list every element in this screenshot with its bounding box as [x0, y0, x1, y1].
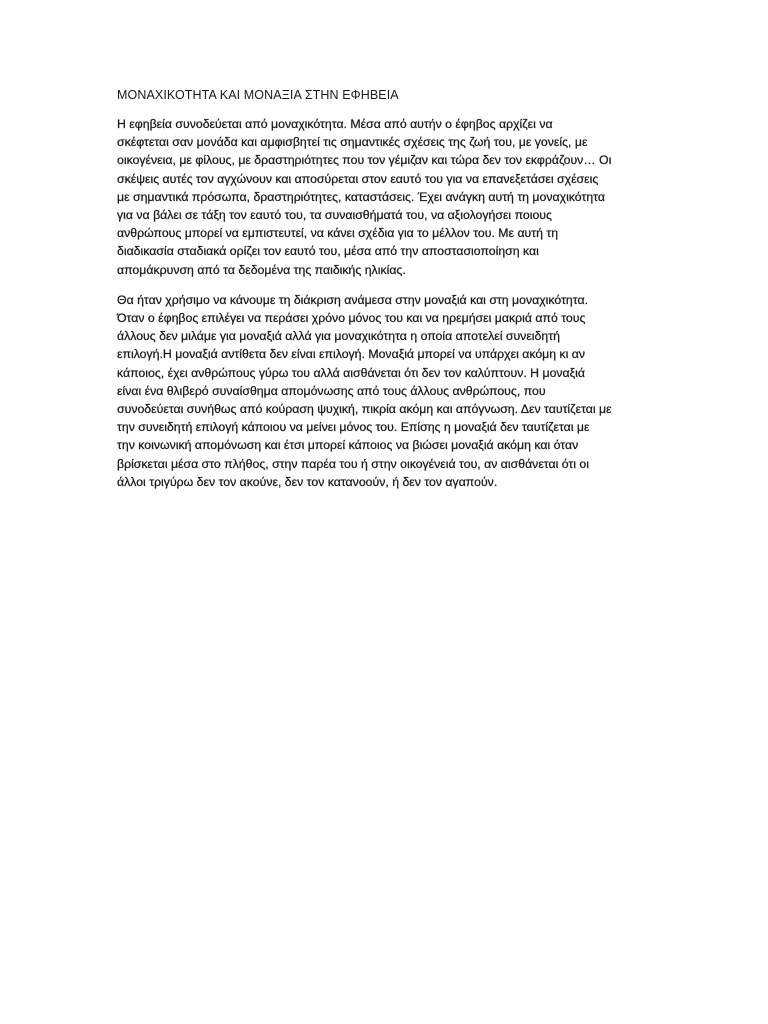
document-title: ΜΟΝΑΧΙΚΟΤΗΤΑ ΚΑΙ ΜΟΝΑΞΙΑ ΣΤΗΝ ΕΦΗΒΕΙΑ — [117, 88, 399, 102]
paragraph-loneliness-distinction: Θα ήταν χρήσιμο να κάνουμε τη διάκριση ανάμεσα στην μοναξιά και στη μοναχικότητα. Όταν ο έφηβος επιλέγει να περάσει χρόνο μόνος του και να ηρεμήσει μακριά από τους άλλους δεν μιλάμε για μοναξιά αλλά για μοναχικότητα η οποία αποτελεί συνειδητή επιλογή.Η μοναξιά αντίθετα δεν είναι επιλογή. Μοναξιά μπορεί να υπάρχει ακόμη κι αν κάποιος, έχει ανθρώπους γύρω του αλλά αισθάνεται ότι δεν τον καλύπτουν. Η μοναξιά είναι ένα θλιβερό συναίσθημα απομόνωσης από τους άλλους ανθρώπους, που συνοδεύεται συνήθως από κούραση ψυχική, πικρία ακόμη και απόγνωση. Δεν ταυτίζεται με την συνειδητή επιλογή κάποιου να μείνει μόνος του. Επίσης η μοναξιά δεν ταυτίζεται με την κοινωνική απομόνωση και έτσι μπορεί κάποιος να βιώσει μοναξιά ακόμη και όταν βρίσκεται μέσα στο πλήθος, στην παρέα του ή στην οικογένειά του, αν αισθάνεται ότι οι άλλοι τριγύρω δεν τον ακούνε, δεν τον κατανοούν, ή δεν τον αγαπούν. — [117, 292, 612, 489]
paragraph-adolescence-solitude: Η εφηβεία συνοδεύεται από μοναχικότητα. Μέσα από αυτήν ο έφηβος αρχίζει να σκέφτεται σαν μονάδα και αμφισβητεί τις σημαντικές σχέσεις της ζωή του, με γονείς, με οικογένεια, με φίλους, με δραστηριότητες που τον γέμιζαν και τώρα δεν τον εκφράζουν… Οι σκέψεις αυτές τον αγχώνουν και αποσύρεται στον εαυτό του για να επανεξετάσει σχέσεις με σημαντικά πρόσωπα, δραστηριότητες, καταστάσεις. Έχει ανάγκη αυτή τη μοναχικότητα για να βάλει σε τάξη τον εαυτό του, τα συναισθήματά του, να αξιολογήσει ποιους ανθρώπους μπορεί να εμπιστευτεί, να κάνει σχέδια για το μέλλον του. Με αυτή τη διαδικασία σταδιακά ορίζει τον εαυτό του, μέσα από την αποστασιοποίηση και απομάκρυνση από τα δεδομένα της παιδικής ηλικίας. — [117, 117, 612, 277]
document-page — [117, 86, 637, 503]
